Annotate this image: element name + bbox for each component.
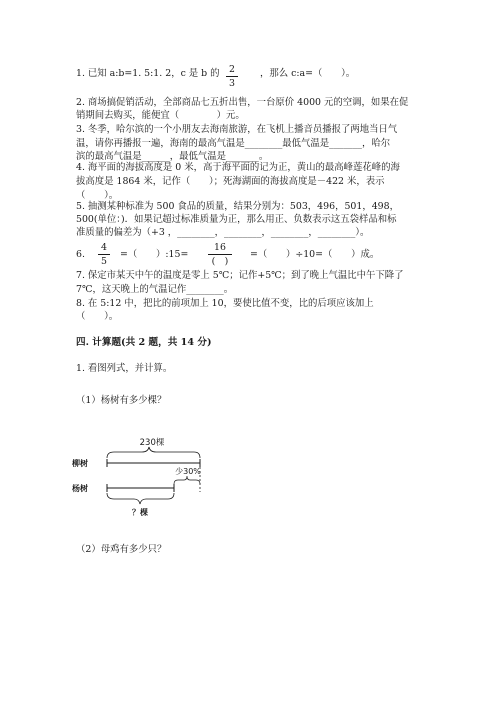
section-4-heading: 四. 计算题(共 2 题，共 14 分) [76, 337, 212, 348]
calc-1-sub-1: （1）杨树有多少棵？ [76, 395, 167, 406]
q6-part-2: =（ ）÷10=（ ）成。 [250, 249, 380, 260]
question-5-line-1: 5. 抽测某种标准为 500 食品的质量，结果分别为：503，496，501，498， [76, 201, 399, 212]
row-2-label: 杨树 [72, 484, 88, 493]
bottom-label: ？棵 [132, 508, 148, 517]
top-label: 230棵 [139, 438, 165, 448]
q6-part-1: =（ ）:15= [120, 249, 189, 260]
question-1 [76, 67, 220, 80]
q1-text-b-line [260, 67, 355, 80]
q1-frac-num: 2 [229, 64, 235, 75]
question-4-line-3: （ ）。 [76, 190, 119, 201]
q6-number: 6. [76, 249, 85, 260]
q1-text-a: 1. 已知 a:b=1. 5:1. 2，c 是 b 的 [76, 68, 220, 79]
top-brace [107, 447, 200, 458]
question-2-line-1: 2. 商场搞促销活动，全部商品七五折出售，一台原价 4000 元的空调，如果在促 [76, 97, 409, 108]
q6-f2-den: ( ) [211, 256, 229, 267]
row-1-label: 柳树 [72, 459, 88, 468]
calc-1-sub-2: （2）母鸡有多少只？ [76, 544, 167, 555]
question-2-line-2: 销期间去购买，能便宜（ ）元。 [76, 110, 245, 121]
q1-text-b: ，那么 c:a=（ ）。 [260, 68, 356, 79]
calc-1-intro: 1. 看图列式，并计算。 [76, 363, 173, 374]
q1-fraction [226, 64, 238, 89]
question-8-line-1: 8. 在 5:12 中，把比的前项加上 10，要使比值不变，比的后项应该加上 [76, 298, 374, 309]
question-7-line-2: 7℃，这天晚上的气温记作________。 [76, 284, 234, 295]
bottom-brace [107, 493, 174, 504]
question-3-line-3: 滨的最高气温是______，最低气温是_______。 [76, 151, 269, 162]
question-5-line-3: 准质量的偏差为（+3 ，________，________，________，________）。 [76, 227, 370, 238]
less-brace [174, 476, 200, 484]
q1-frac-den: 3 [229, 78, 235, 89]
q6-fraction-1 [98, 242, 110, 267]
question-3-line-1: 3. 冬季，哈尔滨的一个小朋友去海南旅游，在飞机上播音员播报了两地当日气 [76, 124, 398, 135]
question-4-line-1: 4. 海平面的海拔高度是 0 米，高于海平面的记为正，黄山的最高峰莲花峰的海 [76, 162, 400, 173]
question-3-line-2: 温，请你再播报一遍，海南的最高气温是________最低气温是_______，哈尔 [76, 138, 391, 149]
question-7-line-1: 7. 保定市某天中午的温度是零上 5℃；记作+5℃；到了晚上气温比中午下降了 [76, 270, 404, 281]
q6-f1-den: 5 [101, 256, 107, 267]
line-segment-diagram [72, 436, 232, 520]
question-5-line-2: 500(单位：)．如果记超过标准质量为正，那么用正、负数表示这五袋样品和标 [76, 214, 397, 225]
q6-f1-num: 4 [101, 242, 107, 253]
q6-f2-num: 16 [214, 242, 226, 253]
question-4-line-2: 拔高度是 1864 米，记作（ ）；死海湖面的海拔高度是－422 米，表示 [76, 176, 385, 187]
question-8-line-2: （ ）。 [76, 311, 119, 322]
q6-fraction-2 [208, 242, 232, 267]
less-label: 少30% [175, 467, 201, 476]
